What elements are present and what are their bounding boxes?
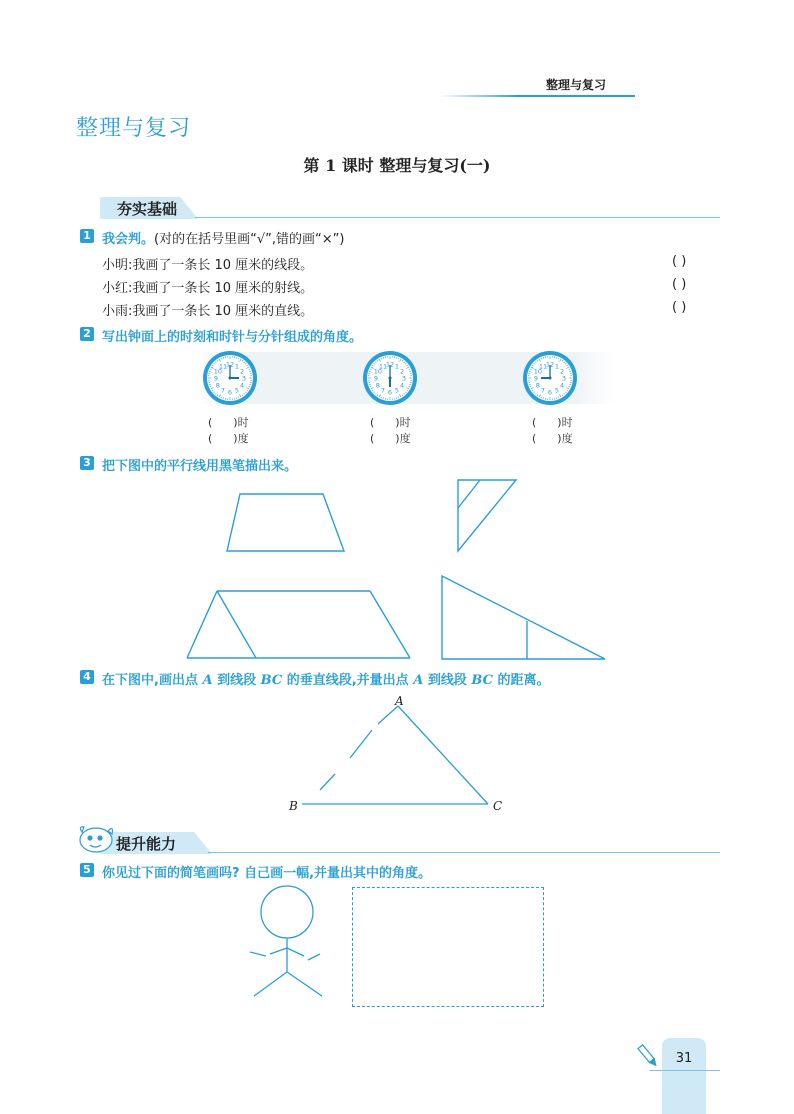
drawing-area[interactable] xyxy=(352,887,544,1007)
svg-text:5: 5 xyxy=(234,386,240,395)
q1-line-1: 小明:我画了一条长 10 厘米的线段。 xyxy=(102,258,314,273)
clock1-degree-blank[interactable]: ( )度 xyxy=(208,432,249,445)
footer-rule xyxy=(650,1070,720,1071)
svg-text:4: 4 xyxy=(240,381,245,390)
svg-text:1: 1 xyxy=(394,362,400,371)
parallelogram-shape xyxy=(187,591,410,658)
q3-title: 把下图中的平行线用黑笔描出来。 xyxy=(102,459,298,474)
stick-figure-drawing xyxy=(240,880,340,1005)
svg-text:1: 1 xyxy=(554,362,560,371)
svg-text:9: 9 xyxy=(373,374,379,383)
label-A: A xyxy=(395,694,404,708)
svg-text:1: 1 xyxy=(234,362,240,371)
right-triangle-large xyxy=(442,576,605,659)
clock3-hour-blank[interactable]: ( )时 xyxy=(532,416,573,429)
svg-text:11: 11 xyxy=(378,362,388,371)
band-improve xyxy=(100,832,720,854)
clock3-degree-blank[interactable]: ( )度 xyxy=(532,432,573,445)
trapezoid-shape xyxy=(227,494,344,551)
q1-number: 1 xyxy=(80,229,94,243)
pencil-icon xyxy=(636,1042,660,1070)
svg-text:2: 2 xyxy=(240,367,245,376)
svg-text:12: 12 xyxy=(385,360,395,369)
q3-number: 3 xyxy=(80,456,94,470)
clock-face-2 xyxy=(363,351,417,405)
header-rule xyxy=(440,95,635,97)
q1-line-3: 小雨:我画了一条长 10 厘米的直线。 xyxy=(102,304,314,319)
mascot-icon xyxy=(74,822,118,858)
q1-answer-1[interactable]: ( ) xyxy=(672,254,687,269)
triangle-abc xyxy=(280,690,520,820)
svg-text:6: 6 xyxy=(547,388,553,397)
svg-text:3: 3 xyxy=(561,374,567,383)
band-basic-label: 夯实基础 xyxy=(117,200,178,218)
q4-title: 在下图中,画出点 A 到线段 BC 的垂直线段,并量出点 A 到线段 BC 的距离。 xyxy=(102,673,550,688)
svg-text:8: 8 xyxy=(375,381,380,390)
svg-text:8: 8 xyxy=(535,381,540,390)
svg-text:3: 3 xyxy=(401,374,407,383)
svg-text:6: 6 xyxy=(387,388,393,397)
svg-text:9: 9 xyxy=(213,374,219,383)
clock1-hour-blank[interactable]: ( )时 xyxy=(208,416,249,429)
q1-answer-3[interactable]: ( ) xyxy=(672,300,687,315)
svg-text:7: 7 xyxy=(540,386,546,395)
label-B: B xyxy=(289,799,298,813)
page-number-tab xyxy=(662,1038,706,1114)
lesson-title: 第 1 课时 整理与复习(一) xyxy=(303,156,491,175)
band-basic xyxy=(100,197,720,219)
q2-number: 2 xyxy=(80,327,94,341)
svg-text:4: 4 xyxy=(560,381,565,390)
svg-text:2: 2 xyxy=(560,367,565,376)
svg-text:11: 11 xyxy=(218,362,228,371)
section-title: 整理与复习 xyxy=(76,116,192,141)
svg-text:8: 8 xyxy=(215,381,220,390)
svg-text:11: 11 xyxy=(538,362,548,371)
svg-text:2: 2 xyxy=(400,367,405,376)
svg-text:7: 7 xyxy=(220,386,226,395)
svg-text:10: 10 xyxy=(373,367,383,376)
right-triangle-small xyxy=(458,480,516,551)
clock-face-1 xyxy=(203,351,257,405)
page-number: 31 xyxy=(675,1051,693,1066)
q1-title-text: 我会判。 xyxy=(102,232,155,247)
q1-answer-2[interactable]: ( ) xyxy=(672,277,687,292)
q1-note: (对的在括号里画“√”,错的画“×”) xyxy=(154,232,345,247)
clock2-degree-blank[interactable]: ( )度 xyxy=(370,432,411,445)
clock2-hour-blank[interactable]: ( )时 xyxy=(370,416,411,429)
running-header: 整理与复习 xyxy=(546,78,607,92)
q5-number: 5 xyxy=(80,863,94,877)
svg-text:12: 12 xyxy=(225,360,235,369)
clock-strip xyxy=(195,350,615,412)
svg-text:4: 4 xyxy=(400,381,405,390)
q4-number: 4 xyxy=(80,670,94,684)
svg-text:6: 6 xyxy=(227,388,233,397)
svg-text:7: 7 xyxy=(380,386,386,395)
svg-text:10: 10 xyxy=(213,367,223,376)
svg-text:12: 12 xyxy=(545,360,555,369)
svg-text:5: 5 xyxy=(554,386,560,395)
svg-text:5: 5 xyxy=(394,386,400,395)
svg-text:10: 10 xyxy=(533,367,543,376)
q5-title: 你见过下面的简笔画吗? 自己画一幅,并量出其中的角度。 xyxy=(102,866,432,881)
band-improve-label: 提升能力 xyxy=(116,835,177,853)
q1-title xyxy=(102,228,344,247)
clock-face-3 xyxy=(523,351,577,405)
q2-title: 写出钟面上的时刻和时针与分针组成的角度。 xyxy=(102,330,363,345)
q3-figures xyxy=(0,470,794,665)
label-C: C xyxy=(493,799,503,813)
svg-text:3: 3 xyxy=(241,374,247,383)
q1-line-2: 小红:我画了一条长 10 厘米的射线。 xyxy=(102,281,314,296)
svg-text:9: 9 xyxy=(533,374,539,383)
